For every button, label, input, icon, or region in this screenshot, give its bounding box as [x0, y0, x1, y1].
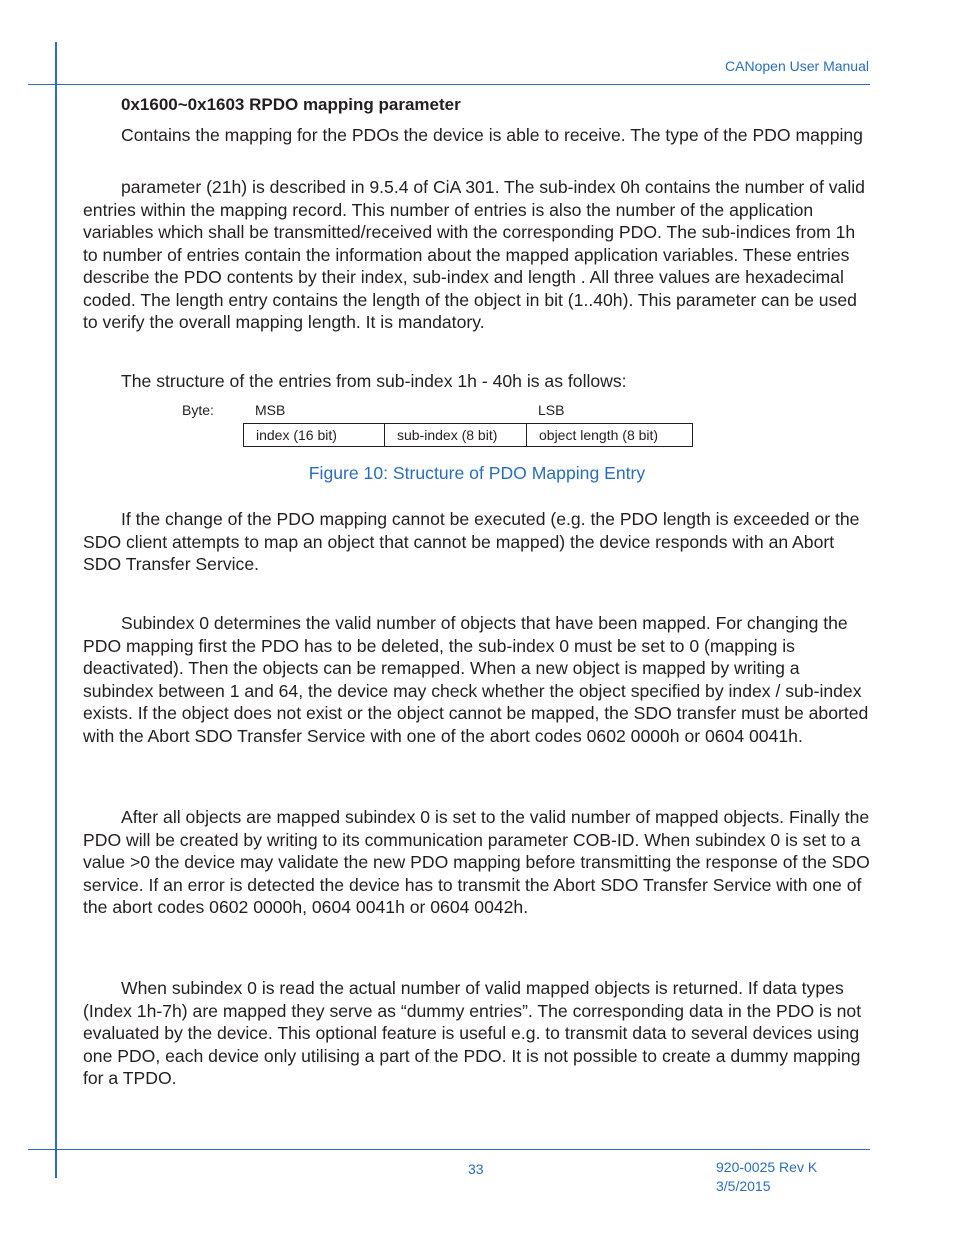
revision-block [716, 1158, 817, 1196]
cell-sub-index: sub-index (8 bit) [385, 424, 527, 446]
cell-index: index (16 bit) [244, 424, 385, 446]
mapping-entry-table [243, 423, 693, 447]
paragraph-subindex-zero: Subindex 0 determines the valid number of objects that have been mapped. For changing the PDO mapping first the PDO has to be deleted, the sub-index 0 must be set to 0 (mapping is deactivated). Then the objects can be remapped. When a new object is mapped by writing a subindex between 1 and 64, the device may check whether the object specified by index / sub-index exists. If the object does not exist or the object cannot be mapped, the SDO transfer must be aborted with the Abort SDO Transfer Service with one of the abort codes 0602 0000h or 0604 0041h. [83, 613, 869, 746]
paragraph-mapping-description: parameter (21h) is described in 9.5.4 of CiA 301. The sub-index 0h contains the number of valid entries within the mapping record. This number of entries is also the number of the application variables which shall be transmitted/received with the corresponding PDO. The sub-indices from 1h to number of entries contain the information about the mapped application variables. These entries describe the PDO contents by their index, sub-index and length . All three values are hexadecimal coded. The length entry contains the length of the object in bit (1..40h). This parameter can be used to verify the overall mapping length. It is mandatory. [83, 177, 865, 332]
section-heading: 0x1600~0x1603 RPDO mapping parameter [121, 95, 461, 114]
revision-date: 3/5/2015 [716, 1178, 771, 1194]
byte-label: Byte: [182, 402, 214, 418]
paragraph-dummy-entries: When subindex 0 is read the actual number of valid mapped objects is returned. If data types (Index 1h-7h) are mapped they serve as “dummy entries”. The corresponding data in the PDO is not evaluated by the device. This optional feature is useful e.g. to transmit data to several devices using one PDO, each device only utilising a part of the PDO. It is not possible to create a dummy mapping for a TPDO. [83, 978, 862, 1088]
paragraph-after-mapping: After all objects are mapped subindex 0 is set to the valid number of mapped objects. Finally the PDO will be created by writing to its communication parameter COB-ID. When subindex 0 is set to a value >0 the device may validate the new PDO mapping before transmitting the response of the SDO service. If an error is detected the device has to transmit the Abort SDO Transfer Service with one of the abort codes 0602 0000h, 0604 0041h or 0604 0042h. [83, 807, 870, 917]
lsb-label: LSB [538, 402, 565, 418]
page-number: 33 [468, 1161, 484, 1177]
document-title: CANopen User Manual [725, 58, 869, 74]
figure-caption [0, 463, 954, 484]
cell-object-length: object length (8 bit) [539, 427, 659, 443]
msb-label: MSB [255, 402, 286, 418]
revision-label: 920-0025 Rev K [716, 1159, 818, 1175]
paragraph-structure-intro: The structure of the entries from sub-index 1h - 40h is as follows: [121, 371, 627, 391]
paragraph-intro: Contains the mapping for the PDOs the device is able to receive. The type of the PDO mapping [121, 125, 863, 145]
footer-rule [28, 1149, 870, 1150]
paragraph-mapping-error: If the change of the PDO mapping cannot be executed (e.g. the PDO length is exceeded or the SDO client attempts to map an object that cannot be mapped) the device responds with an Abort SDO Transfer Service. [83, 509, 860, 574]
left-margin-rule [55, 42, 57, 1178]
header-rule [28, 84, 870, 85]
figure-caption-text: Figure 10: Structure of PDO Mapping Entry [308, 463, 646, 483]
